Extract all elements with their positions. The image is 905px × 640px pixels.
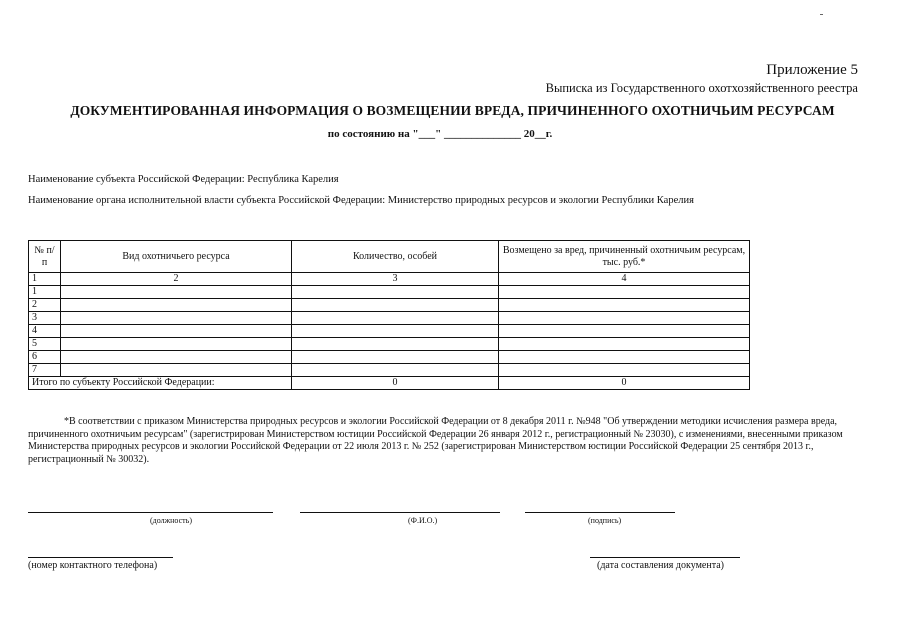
row-count [292,325,499,338]
name-label: (Ф.И.О.) [408,516,438,525]
row-count [292,351,499,364]
row-count [292,299,499,312]
row-amount [499,325,750,338]
column-number: 2 [61,273,292,286]
total-label: Итого по субъекту Российской Федерации: [29,377,292,390]
row-number: 2 [29,299,61,312]
column-number: 4 [499,273,750,286]
date-line-bottom [590,557,740,558]
table-row [29,338,750,351]
table-row [29,351,750,364]
row-resource [61,325,292,338]
row-amount [499,338,750,351]
row-resource [61,364,292,377]
header-number: № п/п [29,241,61,273]
row-resource [61,312,292,325]
name-signature-line [300,512,500,513]
document-title: ДОКУМЕНТИРОВАННАЯ ИНФОРМАЦИЯ О ВОЗМЕЩЕНИИ ВРЕДА, ПРИЧИНЕННОГО ОХОТНИЧЬИМ РЕСУРСАМ [70,103,835,118]
table-row [29,286,750,299]
row-count [292,286,499,299]
row-amount [499,286,750,299]
row-resource [61,351,292,364]
position-label: (должность) [150,516,192,525]
sign-signature-line [525,512,675,513]
row-amount [499,364,750,377]
row-number: 3 [29,312,61,325]
column-number-row [29,273,750,286]
table-row [29,364,750,377]
date-label: (дата составления документа) [597,560,724,571]
row-number: 7 [29,364,61,377]
sign-label: (подпись) [588,516,622,525]
table-row [29,299,750,312]
registry-subtitle: Выписка из Государственного охотхозяйственного реестра [545,81,858,95]
row-number: 4 [29,325,61,338]
row-amount [499,299,750,312]
column-number: 1 [29,273,61,286]
date-line: по состоянию на "___" ______________ 20__г. [327,128,553,140]
subject-name-field: Наименование субъекта Российской Федерации: Республика Карелия [28,174,339,185]
total-amount: 0 [499,377,750,390]
table-row [29,325,750,338]
row-count [292,364,499,377]
phone-line [28,557,173,558]
total-row [29,377,750,390]
column-number: 3 [292,273,499,286]
compensation-table [28,240,750,390]
scan-speck [820,14,823,15]
header-amount: Возмещено за вред, причиненный охотничьим ресурсам, тыс. руб.* [499,241,750,273]
row-number: 1 [29,286,61,299]
authority-name-field: Наименование органа исполнительной власти субъекта Российской Федерации: Министерство природных ресурсов и экологии Республики Карелия [28,195,694,206]
row-amount [499,351,750,364]
header-resource: Вид охотничьего ресурса [61,241,292,273]
row-number: 6 [29,351,61,364]
appendix-number: Приложение 5 [766,62,858,78]
total-count: 0 [292,377,499,390]
footnote: *В соответствии с приказом Министерства природных ресурсов и экологии Российской Федерации от 8 декабря 2011 г. №948 "Об утверждении методики исчисления размера вреда, причиненного охотничьим ресурсам" (зарегистрирован Министерством юстиции Российской Федерации 26 января 2012 г., регистрационный № 23030), с изменениями, внесенными приказом Министерства природных ресурсов и экологии Российской Федерации от 22 июля 2013 г. № 252 (зарегистрирован Министерством юстиции Российской Федерации 25 сентября 2013 г., регистрационный № 30032). [28,416,843,465]
row-number: 5 [29,338,61,351]
header-count: Количество, особей [292,241,499,273]
table-header-row [29,241,750,273]
phone-label: (номер контактного телефона) [28,560,158,571]
row-count [292,312,499,325]
position-signature-line [28,512,273,513]
row-amount [499,312,750,325]
table-row [29,312,750,325]
row-resource [61,286,292,299]
row-count [292,338,499,351]
row-resource [61,338,292,351]
row-resource [61,299,292,312]
